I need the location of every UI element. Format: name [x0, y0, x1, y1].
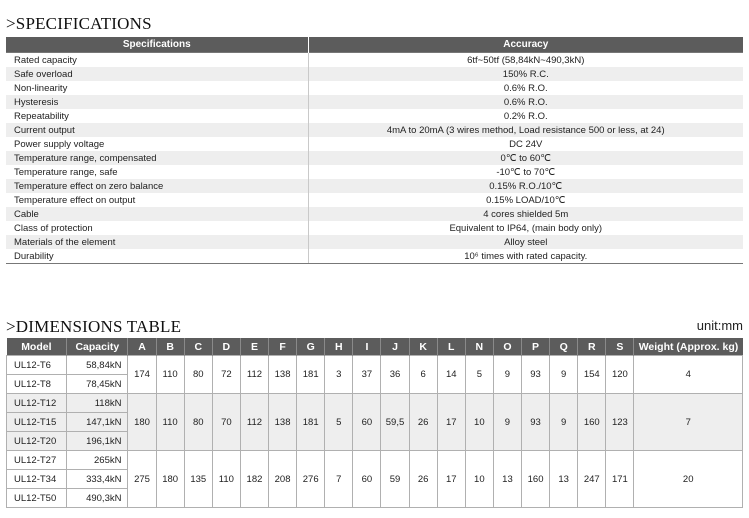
specifications-table: [6, 37, 743, 264]
spec-label: Current output: [6, 123, 308, 137]
model-name: UL12-T34: [7, 470, 67, 489]
model-name: UL12-T15: [7, 413, 67, 432]
model-name: UL12-T8: [7, 375, 67, 394]
model-name: UL12-T12: [7, 394, 67, 413]
dim-value: 80: [184, 394, 212, 451]
dim-header-cell: R: [578, 338, 606, 356]
model-name: UL12-T20: [7, 432, 67, 451]
model-name: UL12-T27: [7, 451, 67, 470]
dim-value: 3: [325, 356, 353, 394]
spec-row: [6, 235, 743, 249]
spec-value: 4mA to 20mA (3 wires method, Load resistance 500 or less, at 24): [308, 123, 743, 137]
spec-value: Equivalent to IP64, (main body only): [308, 221, 743, 235]
spec-row: [6, 165, 743, 179]
dim-value: 174: [128, 356, 156, 394]
spec-row: [6, 151, 743, 165]
dim-header-cell: E: [240, 338, 268, 356]
dim-value: 181: [297, 394, 325, 451]
dim-header-cell: L: [437, 338, 465, 356]
spec-header-cell: Specifications: [6, 37, 308, 53]
dim-value: 60: [353, 394, 381, 451]
model-capacity: 333,4kN: [67, 470, 128, 489]
spec-value: 150% R.C.: [308, 67, 743, 81]
dim-value: 14: [437, 356, 465, 394]
spec-value: 0.6% R.O.: [308, 81, 743, 95]
spec-value: Alloy steel: [308, 235, 743, 249]
dim-value: 181: [297, 356, 325, 394]
dim-header-cell: C: [184, 338, 212, 356]
spec-label: Non-linearity: [14, 82, 68, 94]
spec-row: [6, 67, 743, 81]
dim-header-cell: S: [606, 338, 634, 356]
dim-header-cell: N: [465, 338, 493, 356]
spec-label: Temperature range, compensated: [6, 151, 308, 165]
dim-header-cell: B: [156, 338, 184, 356]
model-capacity: 58,84kN: [67, 356, 128, 375]
spec-label: Hysteresis: [6, 95, 308, 109]
spec-label: Class of protection: [14, 222, 93, 234]
dim-value: 275: [128, 451, 156, 508]
dimensions-title: >DIMENSIONS TABLE: [6, 317, 182, 336]
dim-value: 110: [156, 356, 184, 394]
spec-row: [6, 109, 743, 123]
dim-value: 123: [606, 394, 634, 451]
dim-value: 171: [606, 451, 634, 508]
model-name: UL12-T6: [7, 356, 67, 375]
dim-value: 10: [465, 451, 493, 508]
dim-header-cell: H: [325, 338, 353, 356]
dim-value: 93: [522, 394, 550, 451]
spec-label: Materials of the element: [6, 235, 308, 249]
dimensions-unit: unit:mm: [696, 318, 743, 333]
dim-value: 112: [240, 356, 268, 394]
dim-value: 17: [437, 451, 465, 508]
dim-value: 247: [578, 451, 606, 508]
dim-value: 182: [240, 451, 268, 508]
dim-row: [7, 451, 743, 470]
dim-value: 208: [269, 451, 297, 508]
dim-value: 9: [493, 394, 521, 451]
dim-value: 9: [493, 356, 521, 394]
dim-header-cell: P: [522, 338, 550, 356]
dim-value: 70: [212, 394, 240, 451]
spec-row: [6, 193, 743, 207]
specifications-title: >SPECIFICATIONS: [6, 14, 152, 33]
model-name: UL12-T50: [7, 489, 67, 508]
spec-row: [6, 123, 743, 137]
dim-value: 93: [522, 356, 550, 394]
spec-label: Temperature range, safe: [14, 166, 118, 178]
spec-value: -10℃ to 70℃: [308, 165, 743, 179]
weight-value: 20: [634, 451, 743, 508]
dim-header-cell: I: [353, 338, 381, 356]
model-capacity: 147,1kN: [67, 413, 128, 432]
dim-header-cell: G: [297, 338, 325, 356]
model-capacity: 78,45kN: [67, 375, 128, 394]
dim-value: 138: [269, 356, 297, 394]
dim-header-cell: A: [128, 338, 156, 356]
model-capacity: 196,1kN: [67, 432, 128, 451]
dim-value: 160: [522, 451, 550, 508]
dim-value: 135: [184, 451, 212, 508]
dim-header-cell: K: [409, 338, 437, 356]
dim-header-cell: Model: [7, 338, 67, 356]
model-capacity: 118kN: [67, 394, 128, 413]
dimensions-header-row: [7, 338, 743, 356]
spec-row: [6, 95, 743, 109]
dim-value: 120: [606, 356, 634, 394]
spec-value: 4 cores shielded 5m: [308, 207, 743, 221]
dim-value: 17: [437, 394, 465, 451]
spec-label: Temperature effect on zero balance: [6, 179, 308, 193]
dim-value: 5: [465, 356, 493, 394]
dim-value: 154: [578, 356, 606, 394]
spec-value: 0℃ to 60℃: [308, 151, 743, 165]
spec-row: [6, 207, 743, 221]
spec-label: Safe overload: [6, 67, 308, 81]
spec-value: 0.15% R.O./10℃: [308, 179, 743, 193]
spec-row: [6, 81, 743, 95]
dimensions-table: [6, 338, 743, 508]
dim-value: 180: [156, 451, 184, 508]
dim-value: 60: [353, 451, 381, 508]
dim-value: 110: [212, 451, 240, 508]
dim-value: 138: [269, 394, 297, 451]
dim-value: 13: [550, 451, 578, 508]
dim-value: 36: [381, 356, 409, 394]
dim-value: 7: [325, 451, 353, 508]
dim-value: 80: [184, 356, 212, 394]
dim-value: 9: [550, 394, 578, 451]
spec-value: DC 24V: [308, 137, 743, 151]
dim-value: 5: [325, 394, 353, 451]
spec-value: 0.2% R.O.: [308, 109, 743, 123]
weight-value: 7: [634, 394, 743, 451]
dim-value: 10: [465, 394, 493, 451]
dim-value: 37: [353, 356, 381, 394]
dim-header-cell: J: [381, 338, 409, 356]
spec-row: [6, 137, 743, 151]
dim-value: 110: [156, 394, 184, 451]
dim-value: 6: [409, 356, 437, 394]
dim-value: 160: [578, 394, 606, 451]
dim-value: 59,5: [381, 394, 409, 451]
dim-header-cell: F: [269, 338, 297, 356]
dim-value: 112: [240, 394, 268, 451]
spec-label: Power supply voltage: [14, 138, 105, 150]
dim-header-cell: Q: [550, 338, 578, 356]
spec-value: 6tf~50tf (58,84kN~490,3kN): [308, 53, 743, 68]
spec-header-cell: Accuracy: [308, 37, 743, 53]
dim-value: 9: [550, 356, 578, 394]
dim-value: 26: [409, 394, 437, 451]
dim-value: 13: [493, 451, 521, 508]
spec-value: 10⁶ times with rated capacity.: [308, 249, 743, 264]
dim-header-cell: D: [212, 338, 240, 356]
dim-header-cell: Capacity: [67, 338, 128, 356]
dim-header-cell: Weight (Approx. kg): [634, 338, 743, 356]
model-capacity: 265kN: [67, 451, 128, 470]
spec-value: 0.15% LOAD/10℃: [308, 193, 743, 207]
dim-value: 26: [409, 451, 437, 508]
dim-value: 72: [212, 356, 240, 394]
spec-value: 0.6% R.O.: [308, 95, 743, 109]
spec-label: Cable: [6, 207, 308, 221]
dim-value: 59: [381, 451, 409, 508]
dim-header-cell: O: [493, 338, 521, 356]
spec-row: [6, 221, 743, 235]
dim-value: 180: [128, 394, 156, 451]
spec-row: [6, 53, 743, 68]
dim-row: [7, 356, 743, 375]
specifications-header-row: [6, 37, 743, 53]
dim-value: 276: [297, 451, 325, 508]
dim-row: [7, 394, 743, 413]
spec-row: [6, 249, 743, 264]
spec-label: Repeatability: [14, 110, 69, 122]
spec-label: Durability: [6, 249, 308, 264]
spec-label: Temperature effect on output: [14, 194, 136, 206]
weight-value: 4: [634, 356, 743, 394]
model-capacity: 490,3kN: [67, 489, 128, 508]
spec-label: Rated capacity: [6, 53, 308, 68]
spec-row: [6, 179, 743, 193]
